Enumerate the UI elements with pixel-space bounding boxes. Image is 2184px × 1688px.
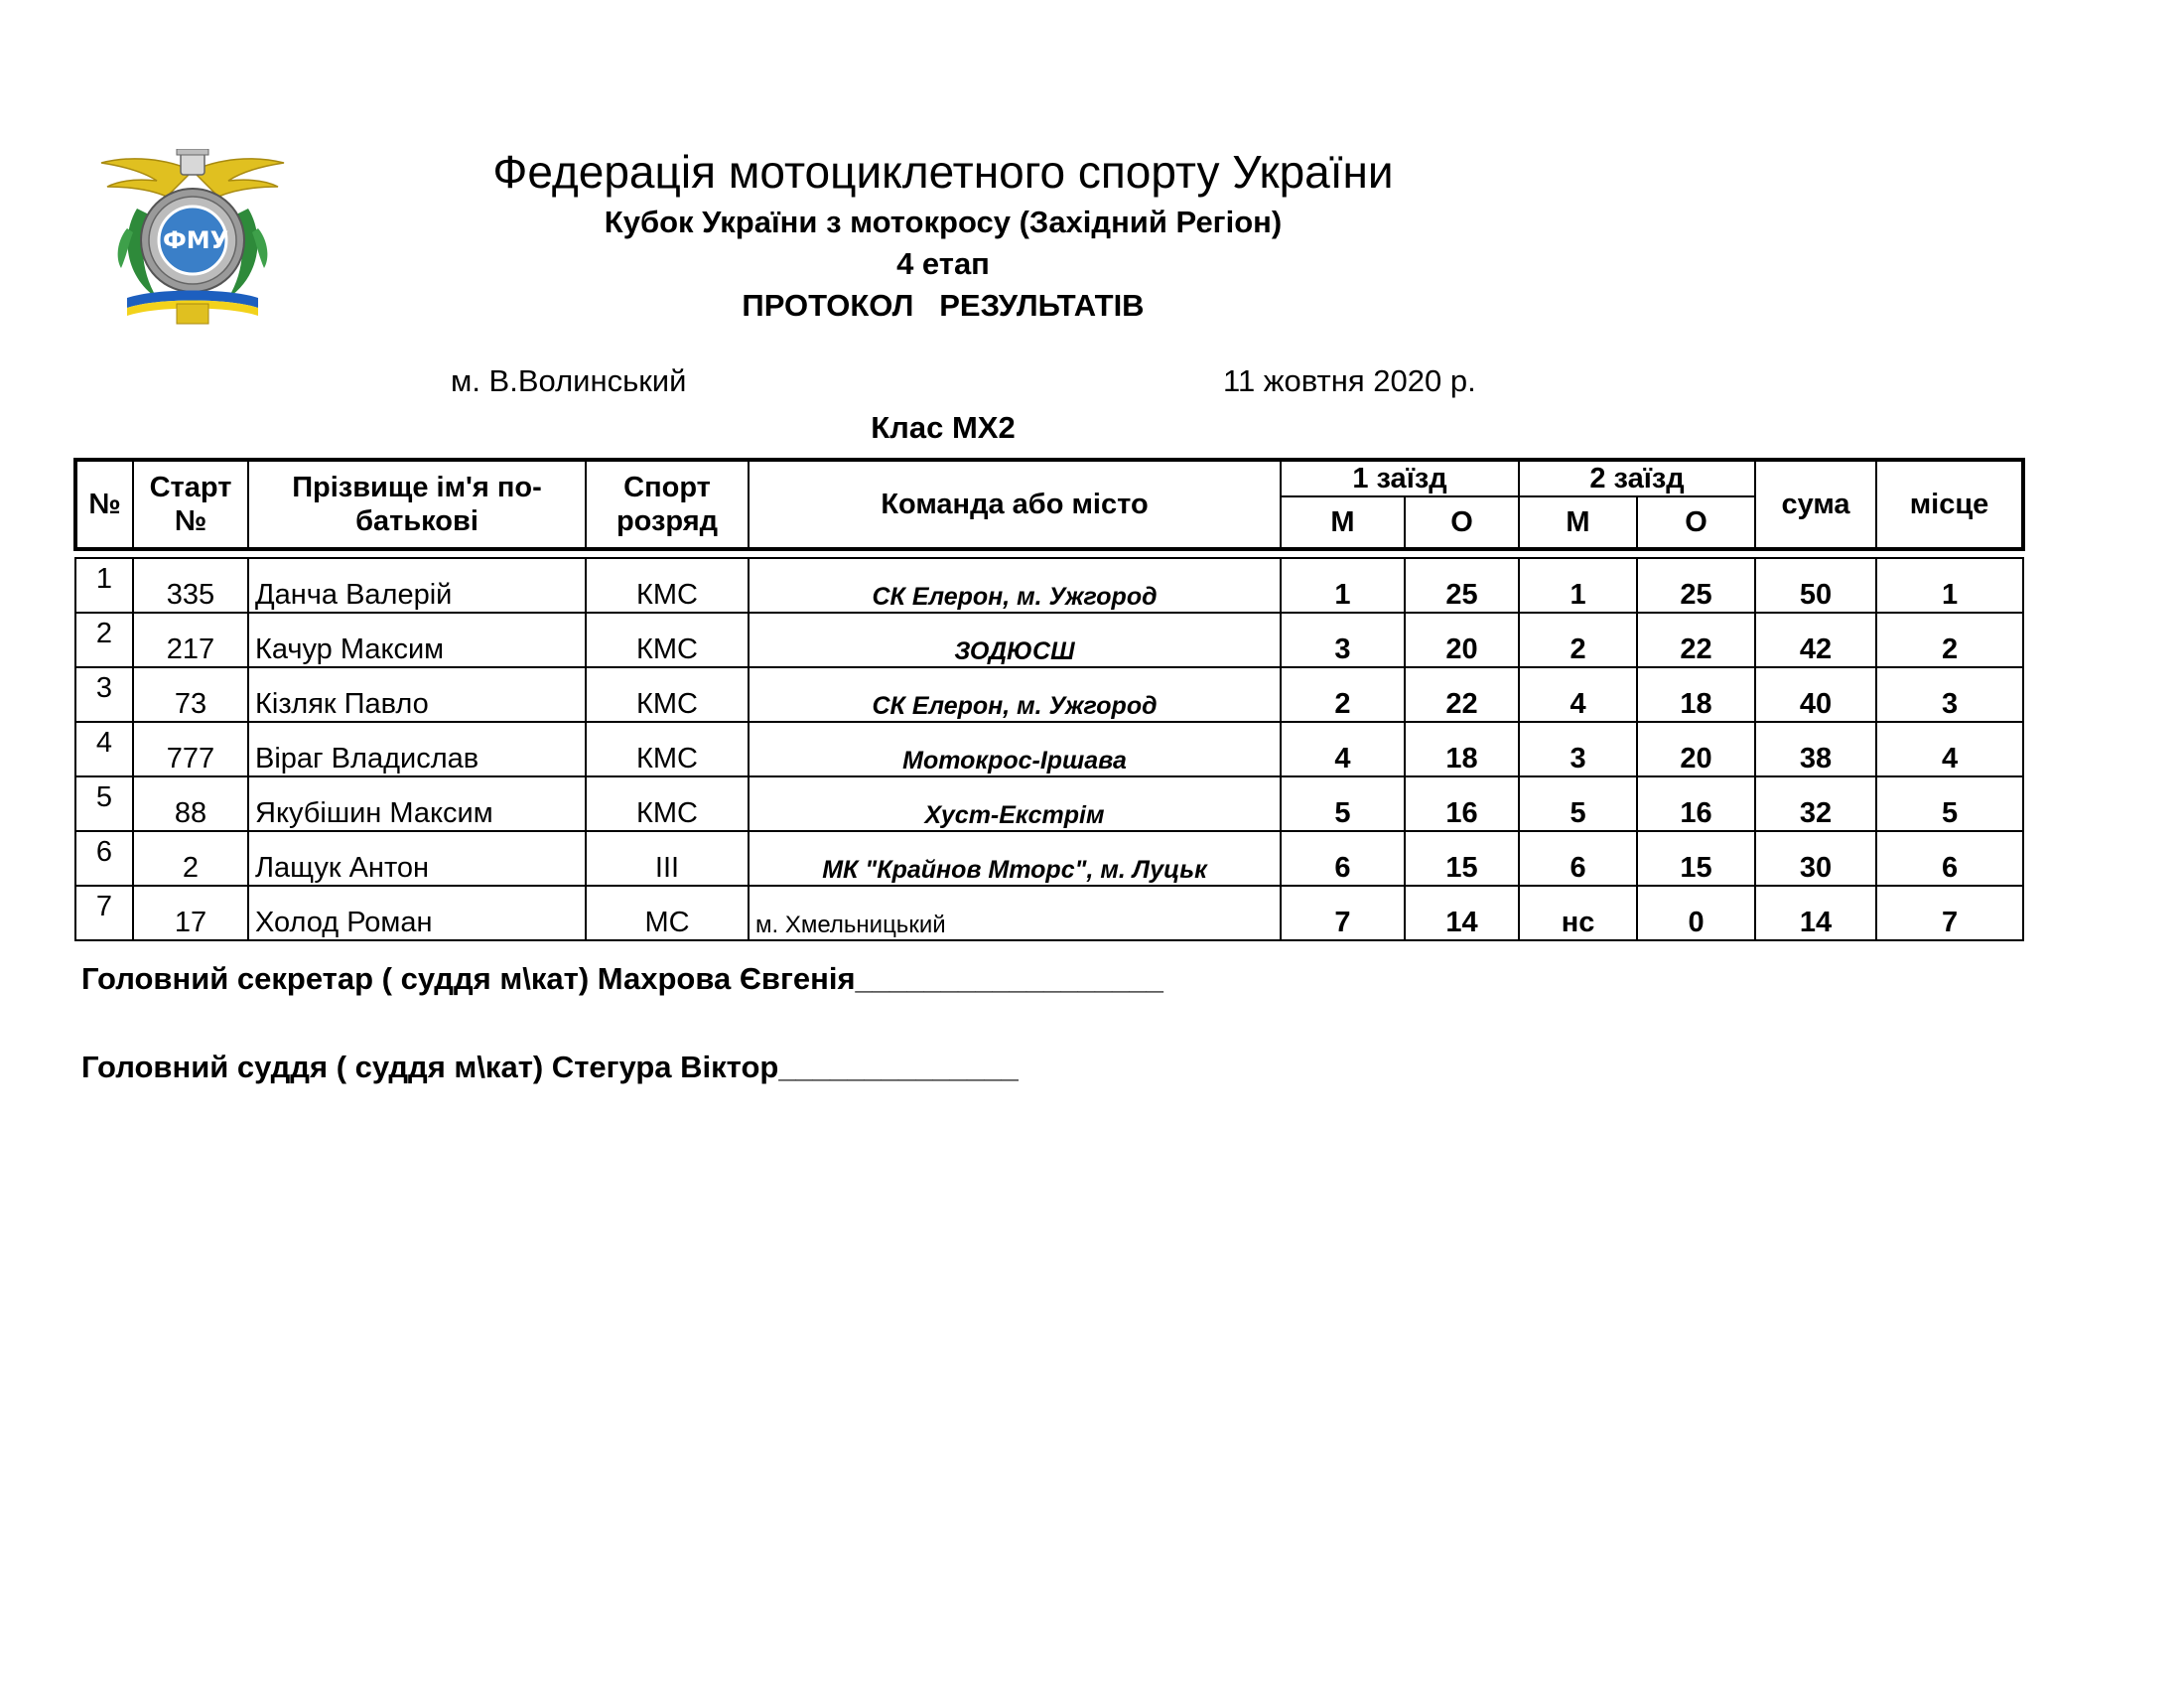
secretary-signature-line: Головний секретар ( суддя м\кат) Махрова Євгенія__________________ <box>81 961 1163 996</box>
cell-name: Холод Роман <box>248 886 586 940</box>
cell-rank: МС <box>586 886 749 940</box>
table-row <box>75 722 2023 776</box>
header-num: № <box>75 460 133 549</box>
results-table <box>73 458 2025 941</box>
cell-m2: 1 <box>1519 558 1637 613</box>
table-row <box>75 831 2023 886</box>
table-row <box>75 558 2023 613</box>
cell-m1: 4 <box>1281 722 1405 776</box>
header-team: Команда або місто <box>749 460 1281 549</box>
event-place: м. В.Волинський <box>451 363 687 398</box>
cell-o1: 15 <box>1405 831 1519 886</box>
cell-name: Качур Максим <box>248 613 586 667</box>
cell-sum: 30 <box>1755 831 1876 886</box>
header-race1: 1 заїзд <box>1281 460 1519 496</box>
cell-o1: 25 <box>1405 558 1519 613</box>
cell-team: Мотокрос-Іршава <box>749 722 1281 776</box>
stage-title: 4 етап <box>896 246 990 281</box>
cell-team: СК Елерон, м. Ужгород <box>749 558 1281 613</box>
cell-team: МК "Крайнов Мторс", м. Луцьк <box>749 831 1281 886</box>
table-row <box>75 886 2023 940</box>
header-place: місце <box>1876 460 2023 549</box>
cup-title: Кубок України з мотокросу (Західний Регіон) <box>604 205 1283 239</box>
cell-num: 7 <box>75 886 133 940</box>
cell-rank: ІІІ <box>586 831 749 886</box>
cell-rank: КМС <box>586 667 749 722</box>
cell-start: 88 <box>133 776 248 831</box>
logo-lettering: ФМУ <box>163 226 229 254</box>
cell-m1: 5 <box>1281 776 1405 831</box>
cell-start: 2 <box>133 831 248 886</box>
table-row <box>75 613 2023 667</box>
cell-place: 3 <box>1876 667 2023 722</box>
cell-sum: 32 <box>1755 776 1876 831</box>
cell-num: 4 <box>75 722 133 776</box>
cell-o2: 15 <box>1637 831 1755 886</box>
header-rank-line2: розряд <box>615 505 719 537</box>
cell-num: 1 <box>75 558 133 613</box>
header-rank <box>586 460 749 549</box>
header-name-line1: Прізвище ім'я по- <box>292 472 542 503</box>
cell-start: 217 <box>133 613 248 667</box>
cell-start: 335 <box>133 558 248 613</box>
cell-place: 1 <box>1876 558 2023 613</box>
cell-num: 5 <box>75 776 133 831</box>
class-title: Клас МХ2 <box>871 410 1016 445</box>
cell-o2: 25 <box>1637 558 1755 613</box>
cell-rank: КМС <box>586 722 749 776</box>
cell-m1: 7 <box>1281 886 1405 940</box>
federation-logo <box>97 149 288 328</box>
header-race2-m: М <box>1519 496 1637 549</box>
cell-sum: 38 <box>1755 722 1876 776</box>
cell-m2: 3 <box>1519 722 1637 776</box>
cell-m1: 6 <box>1281 831 1405 886</box>
header-name <box>248 460 586 549</box>
cell-o2: 20 <box>1637 722 1755 776</box>
cell-m2: 6 <box>1519 831 1637 886</box>
cell-place: 5 <box>1876 776 2023 831</box>
cell-num: 6 <box>75 831 133 886</box>
cell-sum: 14 <box>1755 886 1876 940</box>
cell-m2: нс <box>1519 886 1637 940</box>
header-name-line2: батькові <box>355 505 478 537</box>
cell-rank: КМС <box>586 776 749 831</box>
cell-team: ЗОДЮСШ <box>749 613 1281 667</box>
cell-o2: 16 <box>1637 776 1755 831</box>
cell-m1: 1 <box>1281 558 1405 613</box>
header-start-line1: Старт <box>149 472 232 503</box>
cell-num: 3 <box>75 667 133 722</box>
cell-name: Віраг Владислав <box>248 722 586 776</box>
cell-o1: 18 <box>1405 722 1519 776</box>
cell-o1: 16 <box>1405 776 1519 831</box>
cell-place: 2 <box>1876 613 2023 667</box>
cell-start: 17 <box>133 886 248 940</box>
cell-start: 73 <box>133 667 248 722</box>
cell-team: СК Елерон, м. Ужгород <box>749 667 1281 722</box>
header-race1-m: М <box>1281 496 1405 549</box>
cell-o1: 14 <box>1405 886 1519 940</box>
event-date: 11 жовтня 2020 р. <box>1223 363 1476 398</box>
cell-sum: 42 <box>1755 613 1876 667</box>
cell-m1: 3 <box>1281 613 1405 667</box>
federation-title: Федерація мотоциклетного спорту України <box>492 146 1394 198</box>
cell-o1: 22 <box>1405 667 1519 722</box>
cell-o2: 22 <box>1637 613 1755 667</box>
cell-o1: 20 <box>1405 613 1519 667</box>
header-race1-o: О <box>1405 496 1519 549</box>
cell-start: 777 <box>133 722 248 776</box>
cell-name: Данча Валерій <box>248 558 586 613</box>
header-start <box>133 460 248 549</box>
table-row <box>75 667 2023 722</box>
cell-place: 4 <box>1876 722 2023 776</box>
cell-sum: 40 <box>1755 667 1876 722</box>
cell-o2: 0 <box>1637 886 1755 940</box>
cell-place: 6 <box>1876 831 2023 886</box>
cell-name: Лащук Антон <box>248 831 586 886</box>
cell-team: м. Хмельницький <box>749 886 1281 940</box>
cell-name: Кізляк Павло <box>248 667 586 722</box>
header-rank-line1: Спорт <box>623 472 711 503</box>
cell-o2: 18 <box>1637 667 1755 722</box>
judge-signature-line: Головний суддя ( суддя м\кат) Стегура Віктор______________ <box>81 1050 1019 1084</box>
table-spacer <box>75 549 2023 558</box>
cell-m2: 4 <box>1519 667 1637 722</box>
header-start-line2: № <box>174 505 207 537</box>
header-race2: 2 заїзд <box>1519 460 1755 496</box>
cell-m2: 2 <box>1519 613 1637 667</box>
cell-place: 7 <box>1876 886 2023 940</box>
cell-m2: 5 <box>1519 776 1637 831</box>
protocol-title: ПРОТОКОЛ РЕЗУЛЬТАТІВ <box>742 288 1145 323</box>
table-row <box>75 776 2023 831</box>
cell-team: Хуст-Екстрім <box>749 776 1281 831</box>
cell-m1: 2 <box>1281 667 1405 722</box>
header-sum: сума <box>1755 460 1876 549</box>
header-race2-o: О <box>1637 496 1755 549</box>
cell-num: 2 <box>75 613 133 667</box>
cell-name: Якубішин Максим <box>248 776 586 831</box>
cell-sum: 50 <box>1755 558 1876 613</box>
cell-rank: КМС <box>586 558 749 613</box>
cell-rank: КМС <box>586 613 749 667</box>
